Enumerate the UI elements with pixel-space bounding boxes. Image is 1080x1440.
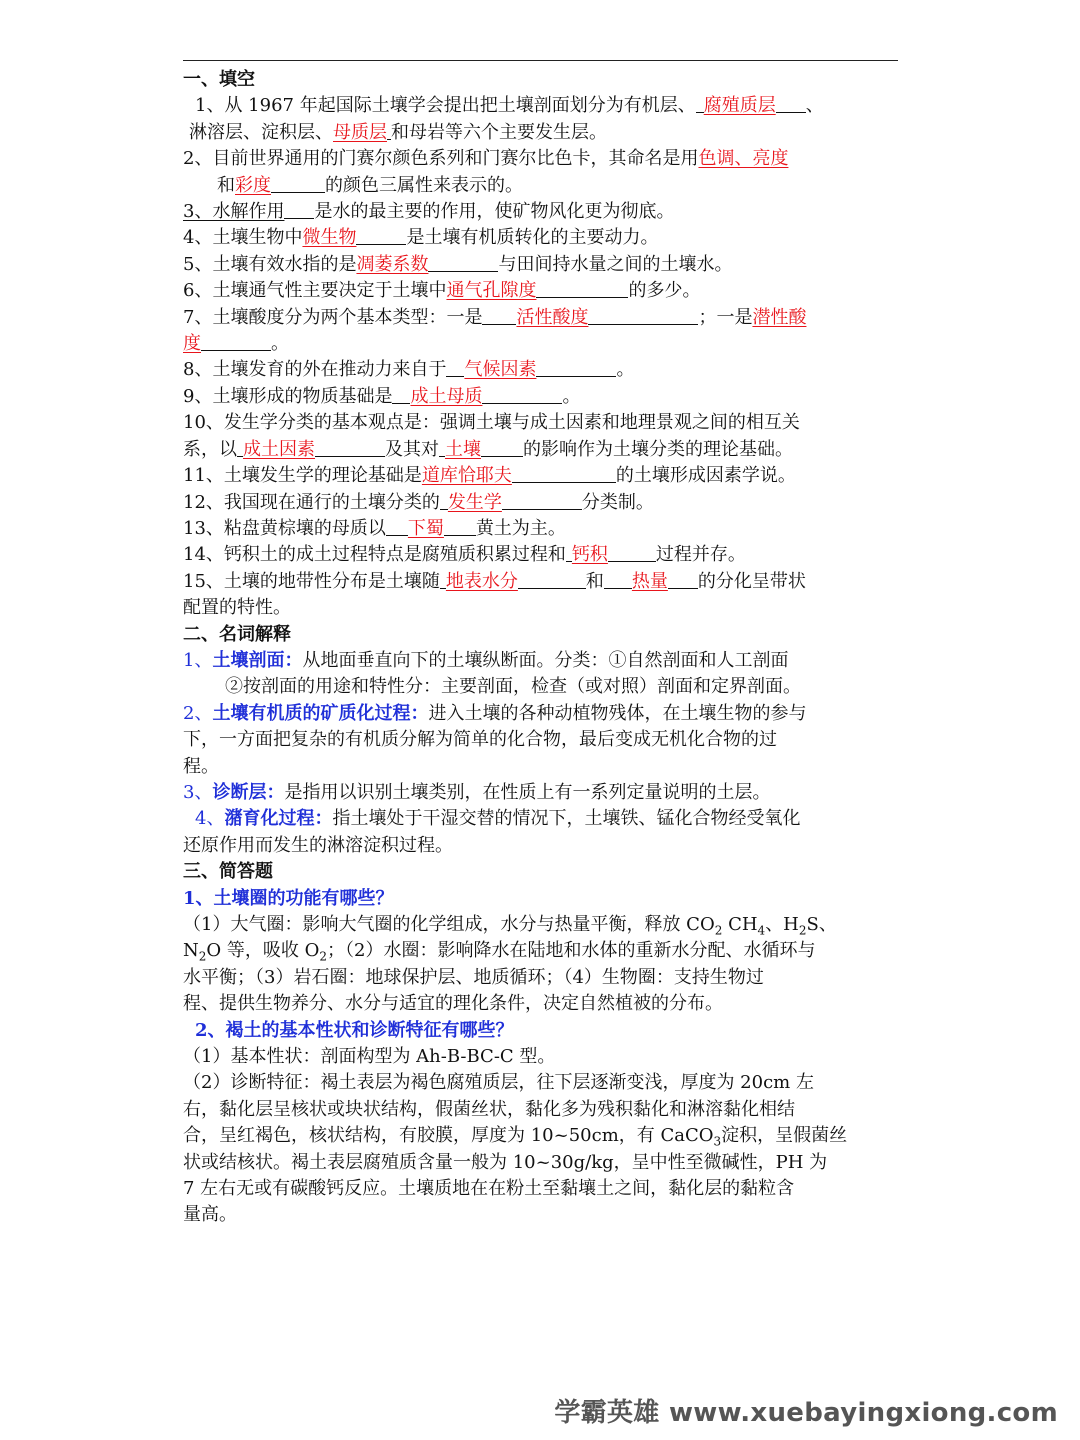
answer: 彩度	[235, 174, 271, 196]
section-title-short-answer: 三、简答题	[183, 861, 273, 883]
q11-line: 11、土壤发生学的理论基础是道库恰耶夫 的土壤形成因素学说。	[183, 465, 796, 487]
answer: 微生物	[302, 227, 357, 249]
q4-line: 4、土壤生物中微生物 是土壤有机质转化的主要动力。	[183, 227, 659, 249]
qa2-line5: 状或结核状。褐土表层腐殖质含量一般为 10~30g/kg，呈中性至微碱性，PH 为	[183, 1151, 828, 1173]
qa2-line6: 7 左右无或有碳酸钙反应。土壤质地在在粉土至黏壤土之间，黏化层的黏粒含	[183, 1178, 795, 1200]
q15-line2: 配置的特性。	[183, 597, 291, 619]
answer: 母质层	[333, 121, 387, 143]
q9-line: 9、土壤形成的物质基础是 成土母质 。	[183, 385, 581, 407]
q15-line1: 15、土壤的地带性分布是土壤随 地表水分 和 热量 的分化呈带状	[183, 570, 806, 592]
answer: 钙积	[571, 544, 608, 566]
answer: 腐殖质层	[703, 95, 776, 117]
term-name: 潴育化过程：	[224, 808, 333, 830]
answer: 土壤	[445, 438, 481, 460]
term-name: 土壤剖面：	[212, 649, 303, 671]
term-name: 土壤有机质的矿质化过程：	[212, 702, 429, 724]
q3-line: 3、水解作用 是水的最主要的作用，使矿物风化更为彻底。	[183, 201, 675, 223]
answer: 热量	[631, 570, 668, 592]
q12-line: 12、我国现在通行的土壤分类的 发生学 分类制。	[183, 491, 654, 513]
term2-line1: 2、土壤有机质的矿质化过程：进入土壤的各种动植物残体，在土壤生物的参与	[183, 702, 807, 724]
qa1-line2: $N_2O$ 等，吸收 $O_2$；（2）水圈：影响降水在陆地和水体的重新水分配、水循环与	[183, 940, 816, 964]
qa1-line4: 程、提供生物养分、水分与适宜的理化条件，决定自然植被的分布。	[183, 993, 723, 1015]
q14-line: 14、钙积土的成土过程特点是腐殖质积累过程和 钙积 过程并存。	[183, 544, 746, 566]
q8-line: 8、土壤发育的外在推动力来自于 气候因素 。	[183, 359, 635, 381]
answer: 度	[183, 333, 201, 355]
qa2-line3: 右，黏化层呈核状或块状结构，假菌丝状，黏化多为残积黏化和淋溶黏化相结	[183, 1098, 795, 1120]
answer: 成土因素	[243, 438, 315, 460]
answer: 通气孔隙度	[446, 280, 537, 302]
q10-line1: 10、发生学分类的基本观点是：强调土壤与成土因素和地理景观之间的相互关	[183, 412, 800, 434]
term1-line2: ②按剖面的用途和特性分：主要剖面，检查（或对照）剖面和定界剖面。	[225, 676, 801, 698]
document-page	[183, 60, 898, 1229]
answer: 凋萎系数	[356, 253, 429, 275]
qa2-question: 2、褐土的基本性状和诊断特征有哪些？	[195, 1019, 514, 1041]
answer: 活性酸度	[516, 306, 589, 328]
section-title-fill-blank: 一、填空	[183, 69, 255, 90]
term4-line1: 4、潴育化过程：指土壤处于干湿交替的情况下，土壤铁、锰化合物经受氧化	[195, 808, 801, 830]
qa2-line7: 量高。	[183, 1204, 237, 1226]
answer: 气候因素	[464, 359, 537, 381]
site-watermark-footer: 学霸英雄 www.xuebayingxiong.com	[554, 1398, 1058, 1428]
qa1-question: 1、土壤圈的功能有哪些？	[183, 887, 394, 909]
q5-line: 5、土壤有效水指的是凋萎系数 与田间持水量之间的土壤水。	[183, 253, 733, 275]
q6-line: 6、土壤通气性主要决定于土壤中通气孔隙度 的多少。	[183, 280, 701, 302]
term-name: 诊断层：	[212, 781, 285, 803]
answer: 地表水分	[445, 570, 518, 592]
answer: 成土母质	[410, 385, 483, 407]
q2-line2: 和彩度 的颜色三属性来表示的。	[217, 174, 523, 196]
term3-line1: 3、诊断层：是指用以识别土壤类别，在性质上有一系列定量说明的土层。	[183, 781, 771, 803]
answer: 、亮度	[734, 148, 789, 170]
top-rule	[183, 60, 898, 61]
q2-line1: 2、目前世界通用的门赛尔颜色系列和门赛尔比色卡，其命名是用色调、亮度	[183, 148, 789, 170]
section-title-terms: 二、名词解释	[183, 623, 291, 645]
answer: 色调	[698, 148, 735, 170]
term2-line2: 下，一方面把复杂的有机质分解为简单的化合物，最后变成无机化合物的过	[183, 729, 777, 751]
answer: 下蜀	[407, 517, 444, 539]
qa1-line1: （1）大气圈：影响大气圈的化学组成，水分与热量平衡，释放 $CO_2$ $CH_4$、$H_2S$、	[183, 914, 837, 938]
qa2-line4: 合，呈红褐色，核状结构，有胶膜，厚度为 10~50cm，有 CaCO$_3$淀积，呈假菌丝	[183, 1125, 848, 1149]
q7-line2: 度 。	[183, 333, 289, 355]
answer: 道库恰耶夫	[421, 465, 512, 487]
q10-line2: 系，以 成土因素 及其对 土壤 的影响作为土壤分类的理论基础。	[183, 438, 793, 460]
q7-line1: 7、土壤酸度分为两个基本类型：一是 活性酸度 ；一是潜性酸	[183, 306, 807, 328]
term2-line3: 程。	[183, 755, 219, 777]
qa1-line3: 水平衡；（3）岩石圈：地球保护层、地质循环；（4）生物圈：支持生物过	[183, 966, 764, 988]
q1-line2: 淋溶层、淀积层、母质层 和母岩等六个主要发生层。	[189, 121, 607, 143]
qa2-line2: （2）诊断特征：褐土表层为褐色腐殖质层，往下层逐渐变浅，厚度为 20cm 左	[183, 1072, 814, 1094]
qa2-line1: （1）基本性状：剖面构型为 Ah-B-BC-C 型。	[183, 1046, 556, 1068]
term1-line1: 1、土壤剖面：从地面垂直向下的土壤纵断面。分类：①自然剖面和人工剖面	[183, 649, 789, 671]
answer: 发生学	[447, 491, 502, 513]
q13-line: 13、粘盘黄棕壤的母质以 下蜀 黄土为主。	[183, 517, 566, 539]
term4-line2: 还原作用而发生的淋溶淀积过程。	[183, 834, 453, 856]
answer: 潜性酸	[752, 306, 807, 328]
q1-line1: 1、从 1967 年起国际土壤学会提出把土壤剖面划分为有机层、 腐殖质层 、	[195, 95, 824, 117]
